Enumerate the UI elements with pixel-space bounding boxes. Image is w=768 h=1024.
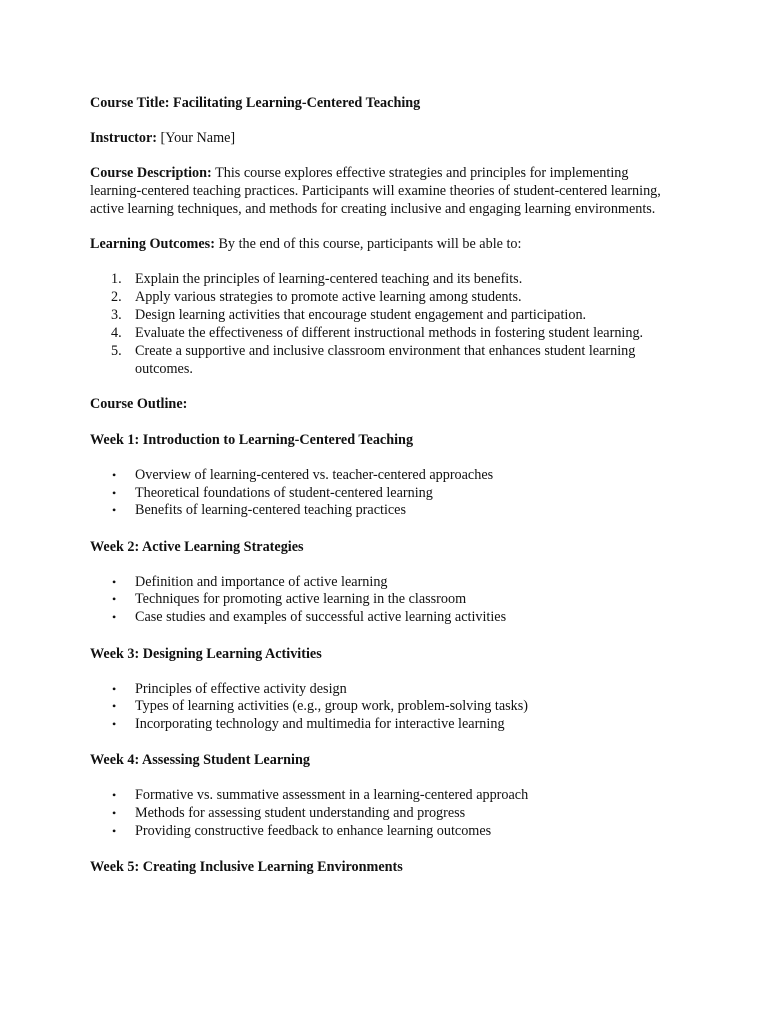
outcome-text: Explain the principles of learning-centered teaching and its benefits. bbox=[135, 271, 523, 287]
outcome-item bbox=[90, 270, 678, 288]
topic-item bbox=[90, 485, 678, 503]
learning-outcomes-intro bbox=[90, 235, 678, 253]
week-1-heading bbox=[90, 431, 678, 449]
outcomes-list bbox=[90, 270, 678, 378]
outcome-text: Evaluate the effectiveness of different instructional methods in fostering student learning. bbox=[135, 325, 644, 341]
bullet-icon: • bbox=[112, 468, 117, 482]
outcome-number: 4. bbox=[111, 325, 122, 341]
topic-item bbox=[90, 787, 678, 805]
topic-text: Techniques for promoting active learning in the classroom bbox=[135, 591, 467, 608]
topic-text: Case studies and examples of successful active learning activities bbox=[135, 608, 507, 625]
topic-item bbox=[90, 502, 678, 520]
topic-item bbox=[90, 805, 678, 823]
topic-text: Formative vs. summative assessment in a learning-centered approach bbox=[135, 787, 529, 804]
instructor-label: Instructor: bbox=[90, 130, 157, 146]
outcome-item bbox=[90, 288, 678, 306]
topic-item bbox=[90, 823, 678, 841]
outcome-number: 5. bbox=[111, 343, 122, 359]
week-heading-text: Week 2: Active Learning Strategies bbox=[90, 538, 304, 555]
topic-item bbox=[90, 609, 678, 627]
week-5-heading bbox=[90, 858, 678, 876]
topic-text: Definition and importance of active learning bbox=[135, 573, 388, 590]
outcome-text: Apply various strategies to promote active learning among students. bbox=[135, 289, 522, 305]
week-4-topics bbox=[90, 787, 678, 840]
outcome-item bbox=[90, 342, 678, 378]
bullet-icon: • bbox=[112, 681, 117, 696]
outcome-number: 1. bbox=[111, 271, 122, 287]
topic-item bbox=[90, 574, 678, 592]
topic-text: Providing constructive feedback to enhance learning outcomes bbox=[135, 822, 492, 839]
week-heading-text: Week 5: Creating Inclusive Learning Environments bbox=[90, 859, 403, 876]
outcome-number: 3. bbox=[111, 307, 122, 323]
bullet-icon: • bbox=[112, 592, 117, 607]
outcomes-intro-text: By the end of this course, participants will be able to: bbox=[218, 236, 522, 252]
course-title: Facilitating Learning-Centered Teaching bbox=[173, 95, 421, 111]
course-title-label: Course Title: bbox=[90, 95, 170, 111]
week-heading-text: Week 4: Assessing Student Learning bbox=[90, 752, 310, 769]
week-2-topics bbox=[90, 574, 678, 627]
outcome-item bbox=[90, 324, 678, 342]
topic-item bbox=[90, 467, 678, 485]
instructor-line bbox=[90, 129, 678, 147]
week-2-heading bbox=[90, 538, 678, 556]
bullet-icon: • bbox=[112, 574, 117, 589]
bullet-icon: • bbox=[112, 503, 117, 518]
outcome-text: Create a supportive and inclusive classroom environment that enhances student learning outcomes. bbox=[135, 343, 636, 377]
topic-text: Overview of learning-centered vs. teacher-centered approaches bbox=[135, 467, 494, 483]
week-heading-text: Week 1: Introduction to Learning-Centered Teaching bbox=[90, 432, 414, 448]
course-outline-heading bbox=[90, 395, 678, 413]
week-3-topics bbox=[90, 681, 678, 734]
week-3-heading bbox=[90, 645, 678, 663]
outcomes-label: Learning Outcomes: bbox=[90, 236, 215, 252]
bullet-icon: • bbox=[112, 823, 117, 838]
topic-text: Benefits of learning-centered teaching practices bbox=[135, 502, 407, 519]
week-heading-text: Week 3: Designing Learning Activities bbox=[90, 645, 322, 662]
course-title-line bbox=[90, 94, 678, 112]
description-text: This course explores effective strategies and principles for implementing learning-centered teaching practices. Participants will examine theories of student-centered learning, active learning techniques, and methods for creating inclusive and engaging learning environments. bbox=[90, 165, 661, 217]
course-description bbox=[90, 164, 678, 218]
outcome-number: 2. bbox=[111, 289, 122, 305]
outcome-item bbox=[90, 306, 678, 324]
week-1-topics bbox=[90, 467, 678, 520]
bullet-icon: • bbox=[112, 609, 117, 624]
topic-text: Incorporating technology and multimedia for interactive learning bbox=[135, 715, 505, 732]
bullet-icon: • bbox=[112, 788, 117, 803]
topic-item bbox=[90, 716, 678, 734]
topic-item bbox=[90, 698, 678, 716]
outline-label: Course Outline: bbox=[90, 396, 188, 412]
description-label: Course Description: bbox=[90, 165, 212, 181]
topic-item bbox=[90, 591, 678, 609]
topic-text: Methods for assessing student understanding and progress bbox=[135, 804, 466, 821]
bullet-icon: • bbox=[112, 485, 117, 500]
topic-text: Theoretical foundations of student-centered learning bbox=[135, 484, 433, 501]
outcome-text: Design learning activities that encourage student engagement and participation. bbox=[135, 307, 587, 323]
instructor-value: [Your Name] bbox=[160, 130, 236, 146]
bullet-icon: • bbox=[112, 699, 117, 714]
week-4-heading bbox=[90, 751, 678, 769]
topic-text: Principles of effective activity design bbox=[135, 680, 347, 697]
topic-item bbox=[90, 681, 678, 699]
bullet-icon: • bbox=[112, 805, 117, 820]
bullet-icon: • bbox=[112, 716, 117, 731]
topic-text: Types of learning activities (e.g., group work, problem-solving tasks) bbox=[135, 698, 529, 715]
